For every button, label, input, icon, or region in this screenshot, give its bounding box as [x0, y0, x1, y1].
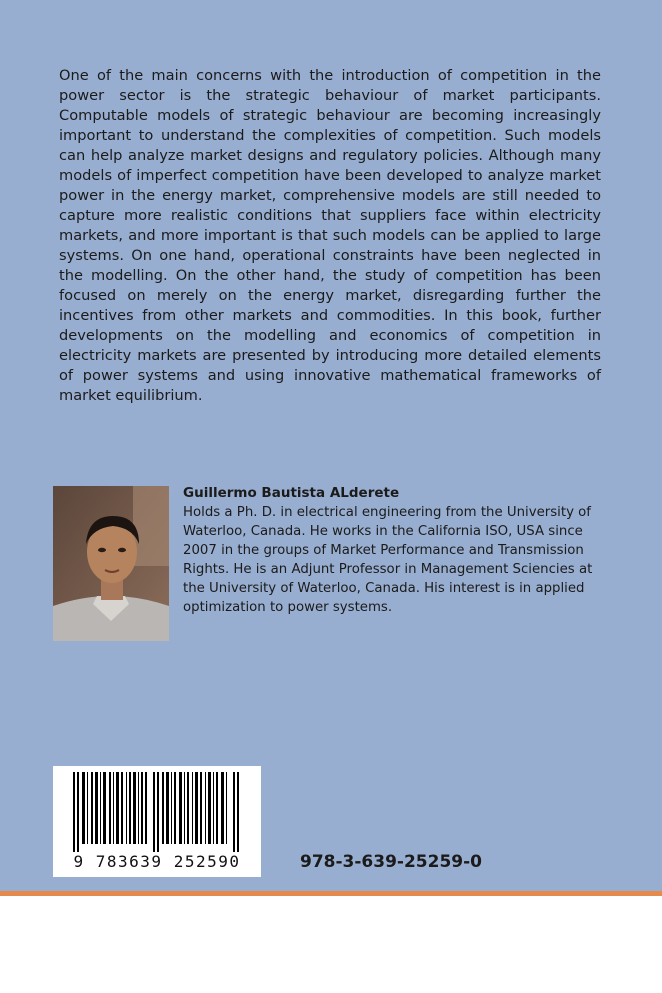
- barcode-digits: 9 783639 252590: [73, 852, 241, 871]
- isbn-barcode: [53, 766, 261, 877]
- author-bio: Holds a Ph. D. in electrical engineering from the University of Waterloo, Canada. He works in the California ISO, USA since 2007 in the groups of Market Performance and Transmission Rights. He is an Adjunt Professor in Management Sciencies at the University of Waterloo, Canada. His interest is in applied optimization to power systems.: [183, 505, 593, 615]
- isbn-number: 978-3-639-25259-0: [300, 852, 482, 872]
- author-name: Guillermo Bautista ALderete: [183, 485, 400, 501]
- author-portrait-illustration: [53, 486, 169, 641]
- author-photo: [53, 486, 169, 641]
- accent-rule: [0, 891, 662, 896]
- book-blurb: One of the main concerns with the introduction of competition in the power sector is the strategic behaviour of market participants. Computable models of strategic behaviour are becoming increasingly important to understand the complexities of competition. Such models can help analyze market designs and regulatory policies. Although many models of imperfect competition have been developed to analyze market power in the energy market, comprehensive models are still needed to capture more realistic conditions that suppliers face within electricity markets, and more important is that such models can be applied to large systems. On one hand, operational constraints have been neglected in the modelling. On the other hand, the study of competition has been focused on merely on the energy market, disregarding further the incentives from other markets and commodities. In this book, further developments on the modelling and economics of competition in electricity markets are presented by introducing more detailed elements of power systems and using innovative mathematical frameworks of market equilibrium.: [59, 67, 601, 404]
